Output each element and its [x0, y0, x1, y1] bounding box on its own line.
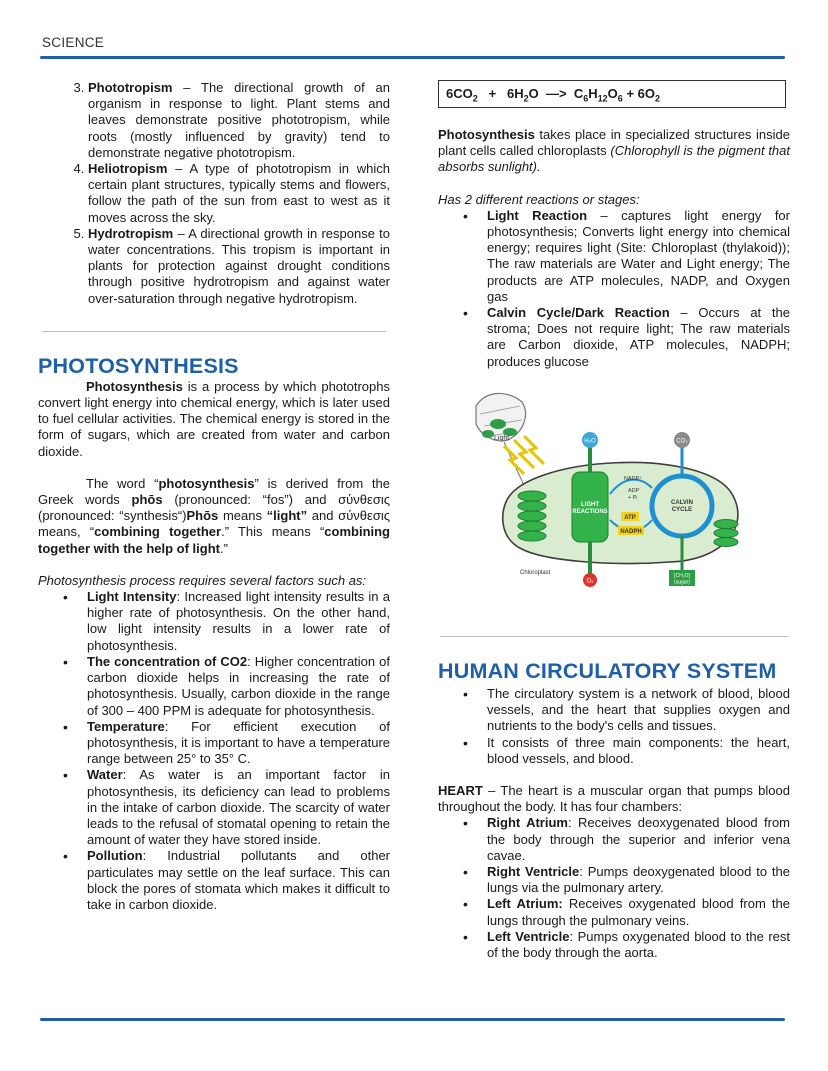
tropism-text: – A type of phototropism in which certain plant structures, typically stems and flowers, follow the path of the sun from east to west as it moves across the sky. [88, 161, 390, 225]
word-bold: phōs [131, 492, 163, 508]
eq-arrow: —> [546, 86, 567, 101]
co2-label: CO₂ [676, 438, 688, 445]
adp-label: ADP [628, 487, 640, 494]
chamber-term: Left Atrium: [487, 896, 563, 912]
factor-term: The concentration of CO2 [87, 653, 248, 669]
word-bold: photosynthesis [158, 475, 255, 491]
page-header: SCIENCE [42, 35, 105, 50]
stage-term: Light Reaction [487, 207, 588, 223]
eq-sub: 6 [583, 93, 589, 104]
light-reactions-block [572, 472, 608, 542]
thylakoid-stack-right [714, 519, 738, 546]
heart-text: – The heart is a muscular organ that pumps blood throughout the body. It has four chambers: [438, 783, 790, 815]
factor-term: Light Intensity [87, 589, 177, 605]
chamber-term: Right Ventricle [487, 864, 580, 880]
word-text: The word “ [86, 475, 159, 491]
list-item [487, 305, 790, 370]
tropism-term: Phototropism [88, 80, 173, 95]
tropism-term: Heliotropism [88, 161, 168, 177]
tropism-text: – A directional growth in response to water concentrations. This tropism is important in plants for protection against drought conditions through positive hydrotropism and against water over-saturation through negative hydrotropism. [88, 225, 390, 306]
word-text: means [218, 508, 267, 524]
footer-rule [40, 1018, 785, 1021]
factor-term: Water [87, 767, 123, 783]
circulatory-title: HUMAN CIRCULATORY SYSTEM [438, 659, 777, 684]
list-item [88, 226, 390, 307]
photosynthesis-title: PHOTOSYNTHESIS [38, 353, 239, 378]
factors-intro: Photosynthesis process requires several factors such as: [38, 572, 367, 588]
thylakoid-stack-left [518, 491, 546, 541]
eq-sub: 6 [617, 93, 623, 104]
chamber-term: Left Ventricle [487, 928, 570, 944]
sugar-label: (sugar) [674, 579, 690, 586]
eq-part: O [528, 86, 539, 101]
calvin-label: CYCLE [671, 506, 693, 513]
photosynthesis-diagram [464, 384, 764, 594]
leaf-illustration [476, 393, 528, 494]
site-term: Photosynthesis [438, 127, 535, 142]
eq-part: O [607, 86, 618, 101]
factor-text: : Increased light intensity results in a higher rate of photosynthesis. On the other hand, low light intensity results in a lower rate of photosynthesis. [87, 589, 390, 653]
stage-text: – Occurs at the stroma; Does not require light; The raw materials are Carbon dioxide, ATP molecules, NADPH; produces glucose [487, 305, 790, 369]
stages-list [438, 208, 790, 370]
atp-label: ATP [624, 514, 636, 521]
factor-term: Temperature [87, 718, 165, 734]
left-column [38, 80, 390, 913]
eq-part: + [488, 86, 497, 101]
eq-part: 6H [507, 86, 524, 101]
word-bold: “light” [266, 508, 308, 524]
list-item [487, 896, 790, 928]
eq-sub: 12 [597, 93, 608, 104]
list-item [487, 929, 790, 961]
word-text: .” This means “ [221, 524, 325, 540]
word-origin [38, 476, 390, 557]
list-item [87, 767, 390, 848]
word-text: (pronounced: “fos”) and σύνθεσις (pronounced: “synthesis“) [38, 492, 390, 524]
list-item [88, 80, 390, 161]
chamber-text: : Pumps deoxygenated blood to the lungs via the pulmonary artery. [487, 864, 790, 896]
list-item [487, 208, 790, 305]
factor-text: : As water is an important factor in photosynthesis, its deficiency can lead to problems in the intake of carbon dioxide. The scarcity of water leads to the refusal of stomatal opening to retain the amount of water they have stored inside. [87, 767, 390, 848]
chloroplast-label: Chloroplast [520, 569, 551, 576]
stage-term: Calvin Cycle/Dark Reaction [487, 305, 670, 321]
list-item: • It consists of three main components: the heart, blood vessels, and blood. [487, 735, 790, 767]
light-reactions-label: LIGHT [581, 501, 599, 508]
word-text: and σύνθεσις means, “ [38, 508, 391, 540]
factor-text: : Higher concentration of carbon dioxide helps in increasing the rate of photosynthesis. Usually, carbon dioxide in the range of 300 – 400 PPM is adequate for photosynthesis. [87, 653, 391, 718]
calvin-label: CALVIN [671, 499, 693, 506]
list-item [87, 589, 390, 654]
photosynthesis-equation [438, 80, 786, 108]
eq-part: 6CO [446, 86, 473, 101]
section-divider [42, 331, 386, 332]
sugar-label: [CH₂O] [674, 572, 690, 579]
factor-text: : For efficient execution of photosynthesis, it is important to have a temperature range between 25° to 35° C. [87, 718, 390, 767]
pi-label: + Pᵢ [628, 494, 638, 501]
chamber-text: : Pumps oxygenated blood to the rest of the body through the aorta. [487, 928, 790, 961]
eq-sub: 2 [654, 93, 660, 104]
list-item [87, 719, 390, 768]
o2-label: O₂ [586, 578, 594, 585]
eq-part: H [588, 86, 598, 101]
list-item [87, 654, 390, 719]
heart-paragraph [438, 783, 790, 815]
site-paragraph [438, 127, 790, 176]
light-reactions-label: REACTIONS [572, 508, 608, 515]
nadp-label: NADP⁺ [624, 475, 643, 482]
list-item [487, 864, 790, 896]
word-bold: combining together with the help of light [38, 524, 390, 556]
tropism-term: Hydrotropism [88, 225, 174, 241]
intro-term: Photosynthesis [86, 378, 183, 394]
list-item [88, 161, 390, 226]
eq-part: C [573, 86, 584, 101]
factor-text: : Industrial pollutants and other particulates may settle on the leaf surface. This can block the pores of stomata which makes it difficult to take in carbon dioxide. [87, 848, 390, 912]
site-text: takes place in specialized structures inside plant cells called chloroplasts [438, 127, 790, 159]
section-divider [440, 636, 788, 637]
circulatory-list [438, 686, 790, 767]
word-bold: combining together [94, 524, 222, 540]
tropism-list [38, 80, 390, 307]
header-rule [40, 56, 785, 59]
intro-text: is a process by which phototrophs convert light energy into chemical energy, which is later used to fuel cellular activities. The chemical energy is stored in the form of sugars, which are created from water and carbon dioxide. [38, 378, 390, 459]
light-label: Light [494, 434, 510, 442]
site-italic: (Chlorophyll is the pigment that absorbs sunlight). [438, 143, 790, 175]
right-column [438, 80, 790, 961]
word-text: .” [219, 540, 228, 556]
stages-intro: Has 2 different reactions or stages: [438, 191, 640, 207]
list-item [87, 848, 390, 913]
eq-sub: 2 [523, 93, 529, 104]
tropism-text: – The directional growth of an organism in response to light. Plant stems and leaves demonstrate positive phototropism, while roots (mostly influenced by gravity) tend to demonstrate negative phototropism. [88, 80, 390, 160]
chamber-text: : Receives deoxygenated blood from the body through the superior and inferior vena cavae. [487, 815, 790, 863]
nadph-label: NADPH [620, 528, 642, 535]
chamber-text: Receives oxygenated blood from the lungs through the pulmonary veins. [487, 896, 790, 928]
photosynthesis-intro [38, 379, 390, 460]
word-text: ” is derived from the Greek words [38, 475, 390, 508]
factor-term: Pollution [87, 848, 143, 864]
word-bold: Phōs [186, 508, 219, 524]
eq-part: + 6O [626, 86, 655, 101]
stage-text: – captures light energy for photosynthesis; Converts light energy into chemical energy; requires light (Site: Chloroplast (thylakoid)); The raw materials are Water and Light energy; The products are ATP molecules, NADP, and Oxygen gas [487, 207, 790, 304]
heart-term: HEART [438, 783, 483, 799]
list-item: • The circulatory system is a network of blood, blood vessels, and the heart that supplies oxygen and nutrients to the body's cells and tissues. [487, 686, 790, 735]
chamber-term: Right Atrium [487, 815, 568, 831]
factors-list [38, 589, 390, 913]
eq-sub: 2 [472, 93, 478, 104]
h2o-label: H₂O [584, 438, 596, 445]
list-item [487, 815, 790, 864]
chambers-list [438, 815, 790, 961]
